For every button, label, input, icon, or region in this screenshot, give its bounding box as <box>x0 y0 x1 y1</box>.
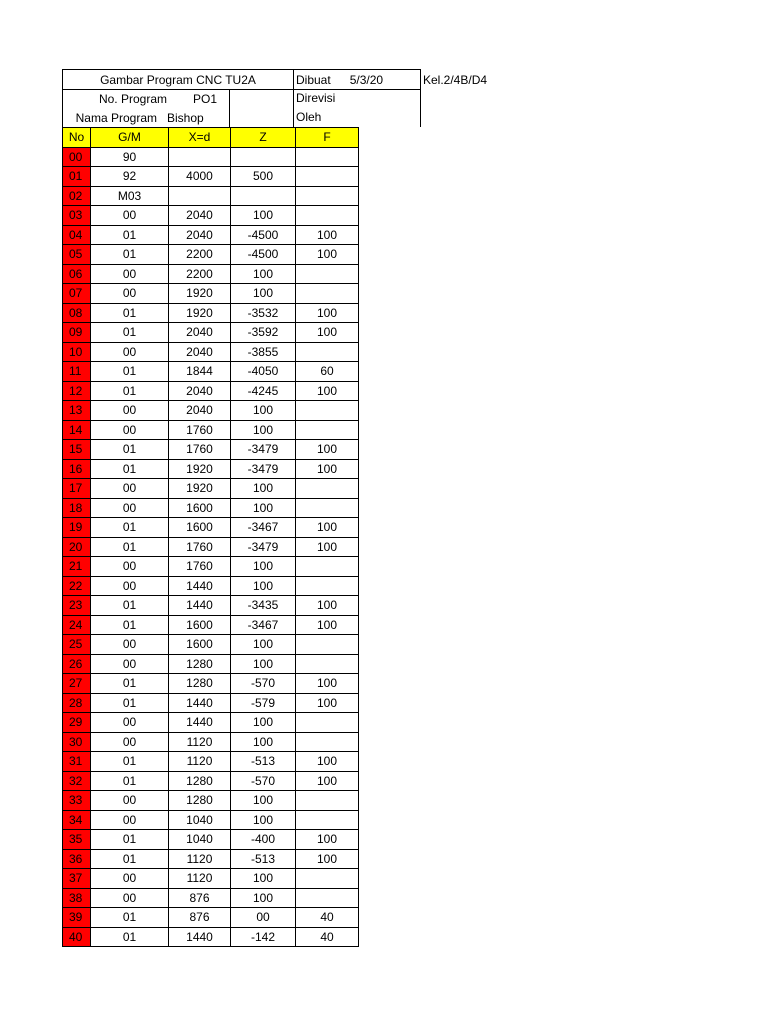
x-value <box>169 147 231 167</box>
table-row <box>63 596 359 616</box>
gm-code: 01 <box>91 459 169 479</box>
f-value: 100 <box>296 440 359 460</box>
x-value: 1920 <box>169 284 231 304</box>
program-title: Gambar Program CNC TU2A <box>100 72 256 87</box>
x-value: 1920 <box>169 479 231 499</box>
x-value: 1280 <box>169 791 231 811</box>
table-body <box>63 147 359 947</box>
table-row <box>63 225 359 245</box>
gm-code: 00 <box>91 206 169 226</box>
z-value: 100 <box>231 791 296 811</box>
gm-code: 01 <box>91 908 169 928</box>
table-row <box>63 440 359 460</box>
row-number: 38 <box>63 888 91 908</box>
table-row <box>63 459 359 479</box>
f-value: 100 <box>296 381 359 401</box>
x-value: 1280 <box>169 674 231 694</box>
z-value: 100 <box>231 498 296 518</box>
nama-program-label: Nama Program <box>75 110 157 125</box>
table-row <box>63 479 359 499</box>
x-value: 876 <box>169 908 231 928</box>
gm-code: 00 <box>91 264 169 284</box>
table-row <box>63 674 359 694</box>
table-row <box>63 849 359 869</box>
x-value: 2040 <box>169 225 231 245</box>
z-value: 00 <box>231 908 296 928</box>
x-value: 1440 <box>169 693 231 713</box>
row-number: 33 <box>63 791 91 811</box>
kelompok-label: Kel.2/4B/D4 <box>423 72 488 87</box>
table-row <box>63 810 359 830</box>
z-value: 100 <box>231 732 296 752</box>
table-row <box>63 635 359 655</box>
z-value: -3479 <box>231 459 296 479</box>
x-value: 1600 <box>169 498 231 518</box>
row-number: 27 <box>63 674 91 694</box>
oleh-label: Oleh <box>296 110 322 124</box>
x-value: 1760 <box>169 420 231 440</box>
row-number: 17 <box>63 479 91 499</box>
table-row <box>63 186 359 206</box>
gm-code: 00 <box>91 791 169 811</box>
table-row <box>63 693 359 713</box>
z-value: -570 <box>231 771 296 791</box>
gm-code: 00 <box>91 810 169 830</box>
row-number: 34 <box>63 810 91 830</box>
table-row <box>63 888 359 908</box>
program-info-cell <box>62 89 230 127</box>
f-value <box>296 713 359 733</box>
row-number: 37 <box>63 869 91 889</box>
row-number: 22 <box>63 576 91 596</box>
table-row <box>63 830 359 850</box>
z-value: -3479 <box>231 537 296 557</box>
f-value: 100 <box>296 771 359 791</box>
z-value: 100 <box>231 654 296 674</box>
gm-code: 00 <box>91 498 169 518</box>
z-value: -4500 <box>231 225 296 245</box>
gm-code: M03 <box>91 186 169 206</box>
z-value: 100 <box>231 264 296 284</box>
no-program-label: No. Program <box>98 91 167 106</box>
z-value: 100 <box>231 557 296 577</box>
f-value <box>296 264 359 284</box>
gm-code: 01 <box>91 849 169 869</box>
row-number: 12 <box>63 381 91 401</box>
col-header-no: No <box>63 128 91 148</box>
z-value: -3592 <box>231 323 296 343</box>
gm-code: 01 <box>91 225 169 245</box>
table-row <box>63 362 359 382</box>
z-value: -3467 <box>231 615 296 635</box>
x-value: 1120 <box>169 732 231 752</box>
table-row <box>63 713 359 733</box>
gm-code: 01 <box>91 674 169 694</box>
x-value: 1280 <box>169 654 231 674</box>
x-value <box>169 186 231 206</box>
row-number: 14 <box>63 420 91 440</box>
z-value: 100 <box>231 420 296 440</box>
f-value <box>296 888 359 908</box>
f-value <box>296 869 359 889</box>
gm-code: 90 <box>91 147 169 167</box>
revision-cell <box>293 89 421 127</box>
table-row <box>63 557 359 577</box>
gm-code: 00 <box>91 401 169 421</box>
title-cell <box>62 69 294 90</box>
gm-code: 00 <box>91 557 169 577</box>
blank-info-cell <box>229 89 294 127</box>
x-value: 876 <box>169 888 231 908</box>
gm-code: 01 <box>91 323 169 343</box>
row-number: 39 <box>63 908 91 928</box>
z-value: 100 <box>231 713 296 733</box>
table-row <box>63 654 359 674</box>
x-value: 1760 <box>169 440 231 460</box>
x-value: 2040 <box>169 206 231 226</box>
x-value: 2040 <box>169 342 231 362</box>
row-number: 11 <box>63 362 91 382</box>
row-number: 36 <box>63 849 91 869</box>
table-row <box>63 264 359 284</box>
f-value: 100 <box>296 615 359 635</box>
z-value: -3435 <box>231 596 296 616</box>
f-value <box>296 186 359 206</box>
gm-code: 00 <box>91 869 169 889</box>
dibuat-date: 5/3/20 <box>349 72 384 87</box>
f-value: 100 <box>296 693 359 713</box>
row-number: 26 <box>63 654 91 674</box>
row-number: 02 <box>63 186 91 206</box>
row-number: 19 <box>63 518 91 538</box>
f-value: 100 <box>296 674 359 694</box>
f-value <box>296 420 359 440</box>
f-value <box>296 401 359 421</box>
row-number: 28 <box>63 693 91 713</box>
f-value <box>296 810 359 830</box>
row-number: 16 <box>63 459 91 479</box>
table-row <box>63 167 359 187</box>
x-value: 1920 <box>169 459 231 479</box>
x-value: 1040 <box>169 830 231 850</box>
gm-code: 01 <box>91 927 169 947</box>
x-value: 1760 <box>169 557 231 577</box>
z-value: -513 <box>231 849 296 869</box>
x-value: 1440 <box>169 927 231 947</box>
table-row <box>63 518 359 538</box>
f-value: 100 <box>296 537 359 557</box>
x-value: 1040 <box>169 810 231 830</box>
x-value: 1120 <box>169 752 231 772</box>
gm-code: 01 <box>91 830 169 850</box>
dibuat-cell <box>293 69 421 90</box>
kelompok-cell <box>423 69 487 90</box>
gm-code: 00 <box>91 420 169 440</box>
x-value: 1440 <box>169 576 231 596</box>
f-value: 100 <box>296 518 359 538</box>
z-value: -3855 <box>231 342 296 362</box>
x-value: 1600 <box>169 635 231 655</box>
table-row <box>63 323 359 343</box>
f-value: 100 <box>296 245 359 265</box>
row-number: 18 <box>63 498 91 518</box>
row-number: 32 <box>63 771 91 791</box>
row-number: 40 <box>63 927 91 947</box>
table-row <box>63 927 359 947</box>
table-row <box>63 401 359 421</box>
x-value: 1440 <box>169 713 231 733</box>
gm-code: 00 <box>91 732 169 752</box>
f-value <box>296 576 359 596</box>
table-row <box>63 869 359 889</box>
x-value: 1280 <box>169 771 231 791</box>
f-value: 100 <box>296 830 359 850</box>
row-number: 23 <box>63 596 91 616</box>
table-row <box>63 752 359 772</box>
f-value <box>296 342 359 362</box>
f-value: 100 <box>296 849 359 869</box>
gm-code: 01 <box>91 245 169 265</box>
f-value <box>296 147 359 167</box>
z-value: -570 <box>231 674 296 694</box>
f-value: 100 <box>296 303 359 323</box>
gm-code: 01 <box>91 596 169 616</box>
gm-code: 01 <box>91 440 169 460</box>
col-header-z: Z <box>231 128 296 148</box>
row-number: 15 <box>63 440 91 460</box>
z-value: -400 <box>231 830 296 850</box>
z-value: 100 <box>231 635 296 655</box>
z-value: -4245 <box>231 381 296 401</box>
z-value: -579 <box>231 693 296 713</box>
row-number: 31 <box>63 752 91 772</box>
gm-code: 01 <box>91 693 169 713</box>
gm-code: 00 <box>91 576 169 596</box>
table-row <box>63 245 359 265</box>
row-number: 09 <box>63 323 91 343</box>
f-value: 40 <box>296 908 359 928</box>
x-value: 2200 <box>169 245 231 265</box>
program-table <box>62 127 359 947</box>
row-number: 21 <box>63 557 91 577</box>
direvisi-label: Direvisi <box>296 91 336 105</box>
gm-code: 01 <box>91 362 169 382</box>
f-value: 100 <box>296 323 359 343</box>
z-value: 100 <box>231 401 296 421</box>
gm-code: 00 <box>91 284 169 304</box>
z-value: 100 <box>231 888 296 908</box>
gm-code: 01 <box>91 303 169 323</box>
z-value: 100 <box>231 869 296 889</box>
gm-code: 00 <box>91 888 169 908</box>
x-value: 1920 <box>169 303 231 323</box>
nama-program-value: Bishop <box>167 110 204 125</box>
f-value <box>296 498 359 518</box>
table-row <box>63 498 359 518</box>
z-value: -3479 <box>231 440 296 460</box>
table-row <box>63 771 359 791</box>
x-value: 2040 <box>169 401 231 421</box>
no-program-value: PO1 <box>193 91 218 106</box>
x-value: 2040 <box>169 381 231 401</box>
gm-code: 01 <box>91 771 169 791</box>
z-value: 100 <box>231 479 296 499</box>
x-value: 1440 <box>169 596 231 616</box>
z-value: -3532 <box>231 303 296 323</box>
z-value: 100 <box>231 576 296 596</box>
table-header-row <box>63 128 359 148</box>
col-header-f: F <box>296 128 359 148</box>
f-value: 60 <box>296 362 359 382</box>
z-value: 100 <box>231 810 296 830</box>
f-value: 100 <box>296 596 359 616</box>
gm-code: 01 <box>91 537 169 557</box>
x-value: 1844 <box>169 362 231 382</box>
z-value: -513 <box>231 752 296 772</box>
table-row <box>63 732 359 752</box>
table-row <box>63 147 359 167</box>
f-value <box>296 167 359 187</box>
table-row <box>63 615 359 635</box>
x-value: 1120 <box>169 849 231 869</box>
table-row <box>63 342 359 362</box>
row-number: 01 <box>63 167 91 187</box>
gm-code: 01 <box>91 615 169 635</box>
table-row <box>63 791 359 811</box>
gm-code: 00 <box>91 654 169 674</box>
z-value <box>231 186 296 206</box>
gm-code: 00 <box>91 713 169 733</box>
table-row <box>63 537 359 557</box>
row-number: 25 <box>63 635 91 655</box>
table-row <box>63 908 359 928</box>
x-value: 1760 <box>169 537 231 557</box>
f-value <box>296 284 359 304</box>
z-value: 100 <box>231 284 296 304</box>
x-value: 2040 <box>169 323 231 343</box>
x-value: 1120 <box>169 869 231 889</box>
z-value: 100 <box>231 206 296 226</box>
z-value: 500 <box>231 167 296 187</box>
row-number: 08 <box>63 303 91 323</box>
row-number: 04 <box>63 225 91 245</box>
row-number: 10 <box>63 342 91 362</box>
row-number: 03 <box>63 206 91 226</box>
f-value: 100 <box>296 752 359 772</box>
z-value: -142 <box>231 927 296 947</box>
x-value: 1600 <box>169 615 231 635</box>
z-value <box>231 147 296 167</box>
row-number: 05 <box>63 245 91 265</box>
x-value: 1600 <box>169 518 231 538</box>
gm-code: 01 <box>91 752 169 772</box>
row-number: 24 <box>63 615 91 635</box>
gm-code: 00 <box>91 635 169 655</box>
row-number: 06 <box>63 264 91 284</box>
z-value: -4050 <box>231 362 296 382</box>
table-row <box>63 303 359 323</box>
col-header-x: X=d <box>169 128 231 148</box>
row-number: 29 <box>63 713 91 733</box>
f-value <box>296 635 359 655</box>
f-value <box>296 479 359 499</box>
gm-code: 92 <box>91 167 169 187</box>
f-value: 100 <box>296 459 359 479</box>
row-number: 30 <box>63 732 91 752</box>
row-number: 13 <box>63 401 91 421</box>
table-row <box>63 576 359 596</box>
gm-code: 01 <box>91 381 169 401</box>
table-row <box>63 420 359 440</box>
f-value <box>296 791 359 811</box>
f-value <box>296 557 359 577</box>
f-value: 100 <box>296 225 359 245</box>
f-value <box>296 732 359 752</box>
z-value: -3467 <box>231 518 296 538</box>
f-value <box>296 206 359 226</box>
row-number: 07 <box>63 284 91 304</box>
f-value: 40 <box>296 927 359 947</box>
row-number: 35 <box>63 830 91 850</box>
row-number: 00 <box>63 147 91 167</box>
table-row <box>63 206 359 226</box>
gm-code: 00 <box>91 342 169 362</box>
z-value: -4500 <box>231 245 296 265</box>
table-row <box>63 284 359 304</box>
x-value: 4000 <box>169 167 231 187</box>
f-value <box>296 654 359 674</box>
row-number: 20 <box>63 537 91 557</box>
col-header-gm: G/M <box>91 128 169 148</box>
dibuat-label: Dibuat <box>296 72 331 87</box>
table-row <box>63 381 359 401</box>
gm-code: 00 <box>91 479 169 499</box>
gm-code: 01 <box>91 518 169 538</box>
x-value: 2200 <box>169 264 231 284</box>
